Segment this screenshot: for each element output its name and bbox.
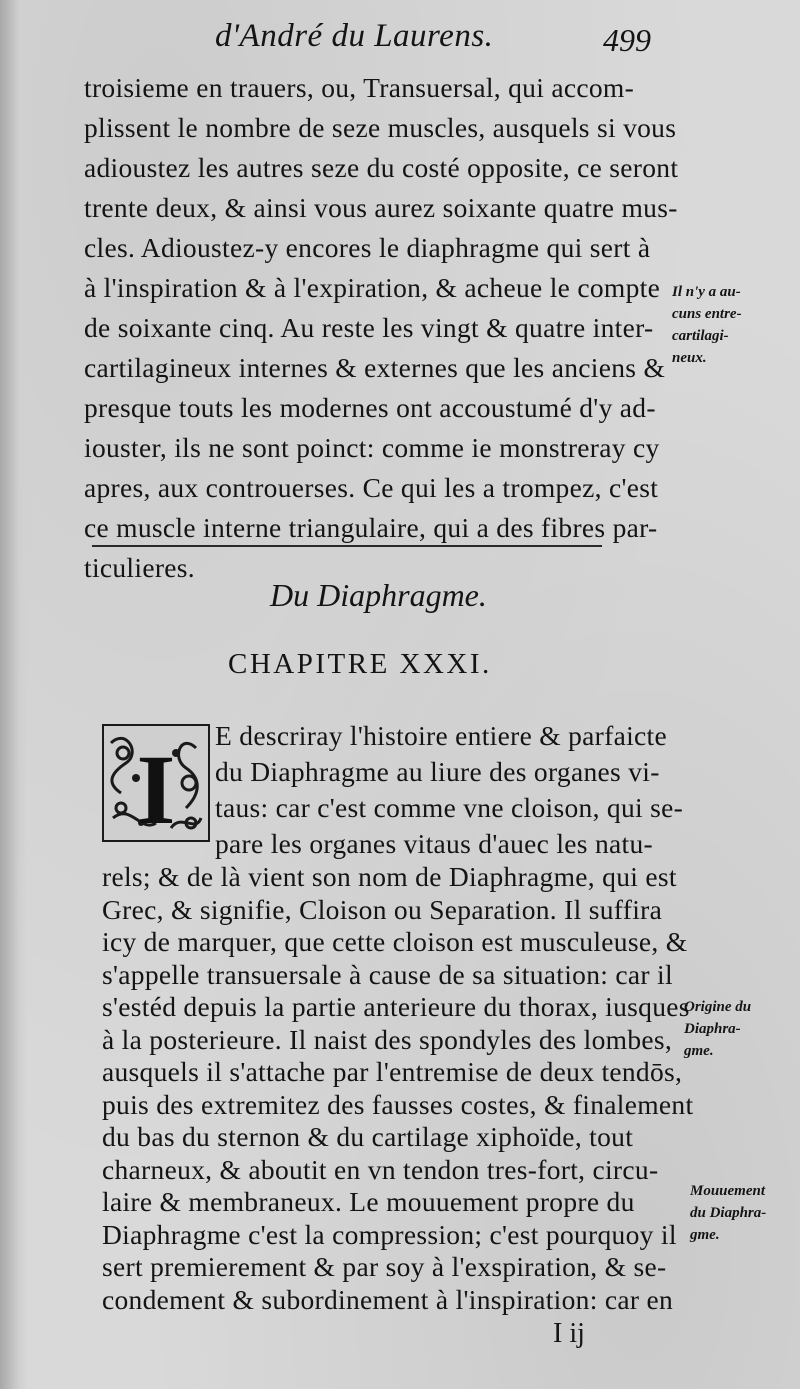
text-line: condement & subordinement à l'inspiration: car en [102, 1283, 674, 1315]
text-line: cartilagineux internes & externes que les anciens & [84, 352, 666, 383]
text-line: E descriray l'histoire entiere & parfaicte [215, 720, 667, 751]
text-line: Diaphragme c'est la compression; c'est pourquoy il [102, 1218, 677, 1250]
text-line: s'appelle transuersale à cause de sa situation: car il [102, 958, 673, 990]
margin-note-line: du Diaphra- [690, 1205, 767, 1221]
text-line: charneux, & aboutit en vn tendon tres-fort, circu- [102, 1153, 659, 1185]
margin-note-mouuement [690, 1180, 766, 1246]
margin-note-line: cuns entre- [672, 306, 742, 322]
signature-mark: I ij [553, 1318, 585, 1349]
text-line: du bas du sternon & du cartilage xiphoïde, tout [102, 1121, 634, 1152]
page-gutter-shadow [0, 0, 28, 1389]
text-line: s'estéd depuis la partie anterieure du thorax, iusques [102, 991, 690, 1022]
text-line: laire & membraneux. Le mouuement propre du [102, 1186, 635, 1217]
section-divider [92, 545, 602, 547]
text-line: puis des extremitez des fausses costes, & finalement [102, 1088, 694, 1120]
margin-note-line: gme. [690, 1227, 720, 1243]
text-line: du Diaphragme au liure des organes vi- [215, 756, 660, 787]
text-line: apres, aux controuerses. Ce qui les a trompez, c'est [84, 472, 659, 503]
paragraph-top [84, 68, 684, 588]
chapter-title: CHAPITRE XXXI. [228, 648, 492, 680]
text-line: iouster, ils ne sont poinct: comme ie monstreray cy [84, 432, 660, 463]
text-line: ce muscle interne triangulaire, qui a des fibres par- [84, 512, 658, 543]
decorated-initial-icon [101, 723, 211, 843]
text-line: cles. Adioustez-y encores le diaphragme qui sert à [84, 232, 651, 263]
text-line: sert premierement & par soy à l'exspiration, & se- [102, 1251, 667, 1282]
text-line: icy de marquer, que cette cloison est musculeuse, & [102, 926, 688, 957]
text-line: trente deux, & ainsi vous aurez soixante quatre mus- [84, 192, 678, 223]
page-number: 499 [603, 22, 651, 58]
text-line: ausquels il s'attache par l'entremise de deux tendōs, [102, 1056, 683, 1087]
margin-note-line: Il n'y a au- [672, 284, 741, 300]
running-title: d'André du Laurens. [215, 18, 494, 54]
margin-note-origine [684, 996, 751, 1062]
text-line: adioustez les autres seze du costé opposite, ce seront [84, 152, 679, 183]
section-title: Du Diaphragme. [270, 577, 487, 613]
margin-note-intercartilagineux [672, 281, 742, 369]
text-line: troisieme en trauers, ou, Transuersal, qui accom- [84, 72, 635, 103]
paragraph-bottom [102, 861, 702, 1316]
dropcap-letter: I [136, 734, 176, 843]
margin-note-line: Diaphra- [684, 1021, 741, 1037]
text-line: à l'inspiration & à l'expiration, & acheue le compte [84, 272, 661, 303]
text-line: à la posterieure. Il naist des spondyles des lombes, [102, 1023, 673, 1055]
text-line: rels; & de là vient son nom de Diaphragme, qui est [102, 861, 677, 892]
text-line: taus: car c'est comme vne cloison, qui se- [215, 792, 684, 823]
margin-note-line: neux. [672, 350, 707, 366]
decorated-initial-graphic [101, 723, 211, 843]
text-line: de soixante cinq. Au reste les vingt & quatre inter- [84, 312, 654, 343]
margin-note-line: Mouuement [690, 1183, 766, 1199]
text-line: plissent le nombre de seze muscles, ausquels si vous [84, 112, 677, 143]
text-line: Grec, & signifie, Cloison ou Separation. Il suffira [102, 893, 663, 925]
text-line: ticulieres. [84, 552, 195, 583]
text-line: pare les organes vitaus d'auec les natu- [215, 828, 653, 859]
margin-note-line: cartilagi- [672, 328, 729, 344]
text-line: presque touts les modernes ont accoustumé d'y ad- [84, 392, 656, 423]
margin-note-line: Origine du [684, 999, 752, 1015]
margin-note-line: gme. [684, 1043, 714, 1059]
